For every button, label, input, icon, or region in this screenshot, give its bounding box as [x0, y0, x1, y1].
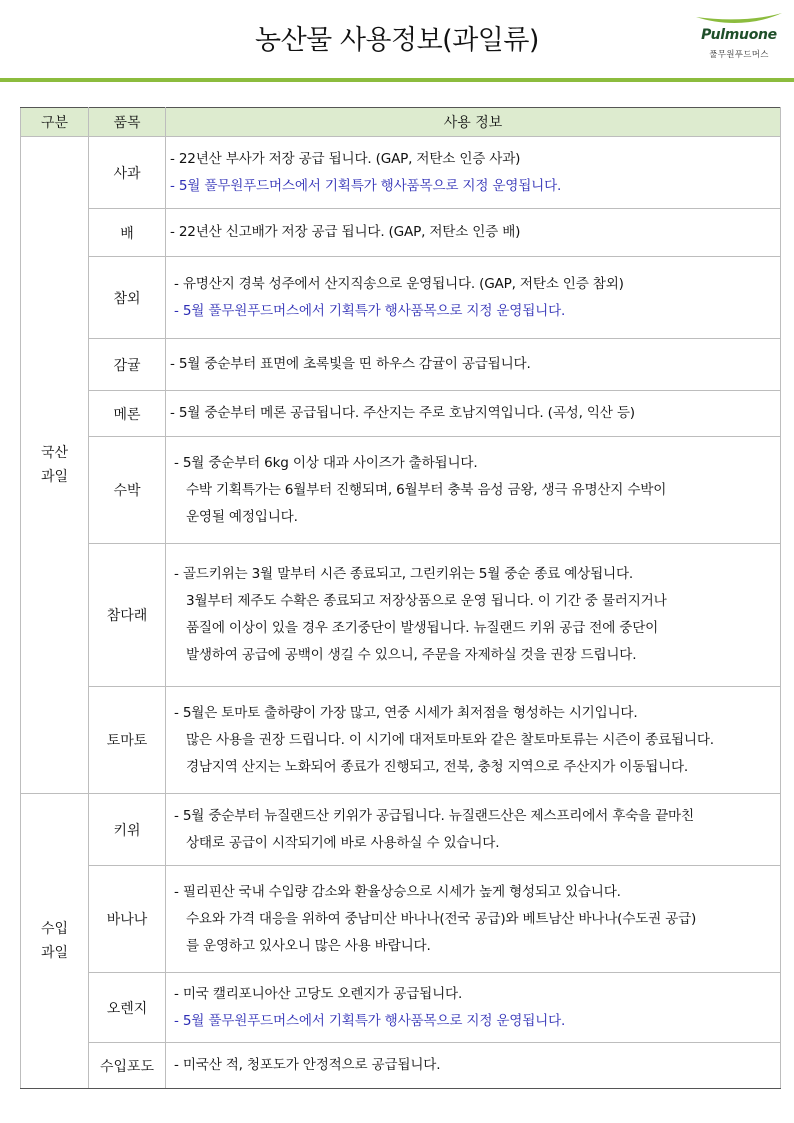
- table-header-row: [21, 108, 781, 137]
- logo-brand: Pulmuone: [701, 27, 777, 43]
- info-line: 경남지역 산지는 노화되어 종료가 진행되고, 전북, 충청 지역으로 주산지가 이동됩니다.: [186, 758, 689, 775]
- table-row: [21, 209, 781, 257]
- item-cell: 배: [89, 209, 166, 257]
- info-line: 수박 기획특가는 6월부터 진행되며, 6월부터 충북 음성 금왕, 생극 유명산지 수박이: [186, 481, 667, 498]
- item-cell: 수입포도: [89, 1043, 166, 1089]
- table-row: [21, 794, 781, 866]
- table-row: [21, 339, 781, 391]
- info-line: - 5월 중순부터 뉴질랜드산 키위가 공급됩니다. 뉴질랜드산은 제스프리에서 후숙을 끝마친: [174, 807, 694, 824]
- header-info: 사용 정보: [166, 108, 781, 137]
- info-cell: [166, 973, 781, 1043]
- info-line: 품질에 이상이 있을 경우 조기중단이 발생됩니다. 뉴질랜드 키위 공급 전에 중단이: [186, 620, 659, 636]
- item-cell: 참다래: [89, 544, 166, 687]
- info-line: - 5월 풀무원푸드머스에서 기획특가 행사품목으로 지정 운영됩니다.: [174, 1012, 566, 1029]
- info-cell: [166, 1043, 781, 1089]
- info-line: 운영될 예정입니다.: [186, 508, 298, 525]
- info-cell: [166, 687, 781, 794]
- logo-subtitle: 풀무원푸드머스: [709, 50, 769, 60]
- item-cell: 메론: [89, 391, 166, 437]
- table-row: [21, 544, 781, 687]
- info-line: 많은 사용을 권장 드립니다. 이 시기에 대저토마토와 같은 찰토마토류는 시즌이 종료됩니다.: [186, 731, 714, 748]
- header-category: 구분: [21, 108, 89, 137]
- page-title: 농산물 사용정보(과일류): [255, 25, 539, 56]
- item-cell: 감귤: [89, 339, 166, 391]
- info-line: - 필리핀산 국내 수입량 감소와 환율상승으로 시세가 높게 형성되고 있습니다.: [174, 883, 621, 900]
- header-item: 품목: [89, 108, 166, 137]
- info-line: - 미국 캘리포니아산 고당도 오렌지가 공급됩니다.: [174, 985, 463, 1002]
- item-cell: 바나나: [89, 866, 166, 973]
- fruit-info-table: [20, 107, 781, 1089]
- info-line: - 미국산 적, 청포도가 안정적으로 공급됩니다.: [174, 1057, 441, 1073]
- info-line: - 5월 풀무원푸드머스에서 기획특가 행사품목으로 지정 운영됩니다.: [170, 177, 562, 194]
- table-row: [21, 437, 781, 544]
- item-cell: 토마토: [89, 687, 166, 794]
- info-cell: [166, 209, 781, 257]
- table-row: [21, 257, 781, 339]
- info-line: - 5월 중순부터 표면에 초록빛을 띤 하우스 감귤이 공급됩니다.: [170, 356, 531, 372]
- info-cell: [166, 339, 781, 391]
- info-line: - 유명산지 경북 성주에서 산지직송으로 운영됩니다. (GAP, 저탄소 인증 참외): [174, 275, 624, 292]
- table-row: [21, 1043, 781, 1089]
- info-line: 3월부터 제주도 수확은 종료되고 저장상품으로 운영 됩니다. 이 기간 중 물러지거나: [186, 593, 667, 609]
- info-cell: [166, 794, 781, 866]
- info-line: - 골드키위는 3월 말부터 시즌 종료되고, 그린키위는 5월 중순 종료 예상됩니다.: [174, 566, 634, 582]
- info-line: - 5월 중순부터 메론 공급됩니다. 주산지는 주로 호남지역입니다. (곡성, 익산 등): [170, 405, 635, 421]
- table-row: [21, 137, 781, 209]
- category-cell: 국산 과일: [21, 137, 89, 794]
- table-row: [21, 866, 781, 973]
- info-cell: [166, 137, 781, 209]
- info-cell: [166, 437, 781, 544]
- table-row: [21, 973, 781, 1043]
- table-row: [21, 687, 781, 794]
- info-line: - 22년산 부사가 저장 공급 됩니다. (GAP, 저탄소 인증 사과): [170, 150, 521, 167]
- table-row: [21, 391, 781, 437]
- info-line: 를 운영하고 있사오니 많은 사용 바랍니다.: [186, 937, 431, 954]
- info-cell: [166, 257, 781, 339]
- category-cell: 수입 과일: [21, 794, 89, 1089]
- item-cell: 오렌지: [89, 973, 166, 1043]
- item-cell: 키위: [89, 794, 166, 866]
- item-cell: 사과: [89, 137, 166, 209]
- info-line: 수요와 가격 대응을 위하여 중남미산 바나나(전국 공급)와 베트남산 바나나(수도권 공급): [186, 910, 697, 927]
- header-divider: [0, 78, 794, 82]
- info-line: - 5월 풀무원푸드머스에서 기획특가 행사품목으로 지정 운영됩니다.: [174, 302, 566, 319]
- info-cell: [166, 544, 781, 687]
- info-cell: [166, 866, 781, 973]
- info-line: 상태로 공급이 시작되기에 바로 사용하실 수 있습니다.: [186, 834, 500, 851]
- item-cell: 참외: [89, 257, 166, 339]
- pulmuone-logo: [694, 10, 784, 66]
- info-line: - 22년산 신고배가 저장 공급 됩니다. (GAP, 저탄소 인증 배): [170, 224, 521, 240]
- item-cell: 수박: [89, 437, 166, 544]
- info-line: - 5월은 토마토 출하량이 가장 많고, 연중 시세가 최저점을 형성하는 시기입니다.: [174, 704, 638, 721]
- info-cell: [166, 391, 781, 437]
- info-line: 발생하여 공급에 공백이 생길 수 있으니, 주문을 자제하실 것을 권장 드립니다.: [186, 647, 637, 663]
- info-line: - 5월 중순부터 6kg 이상 대과 사이즈가 출하됩니다.: [174, 454, 478, 471]
